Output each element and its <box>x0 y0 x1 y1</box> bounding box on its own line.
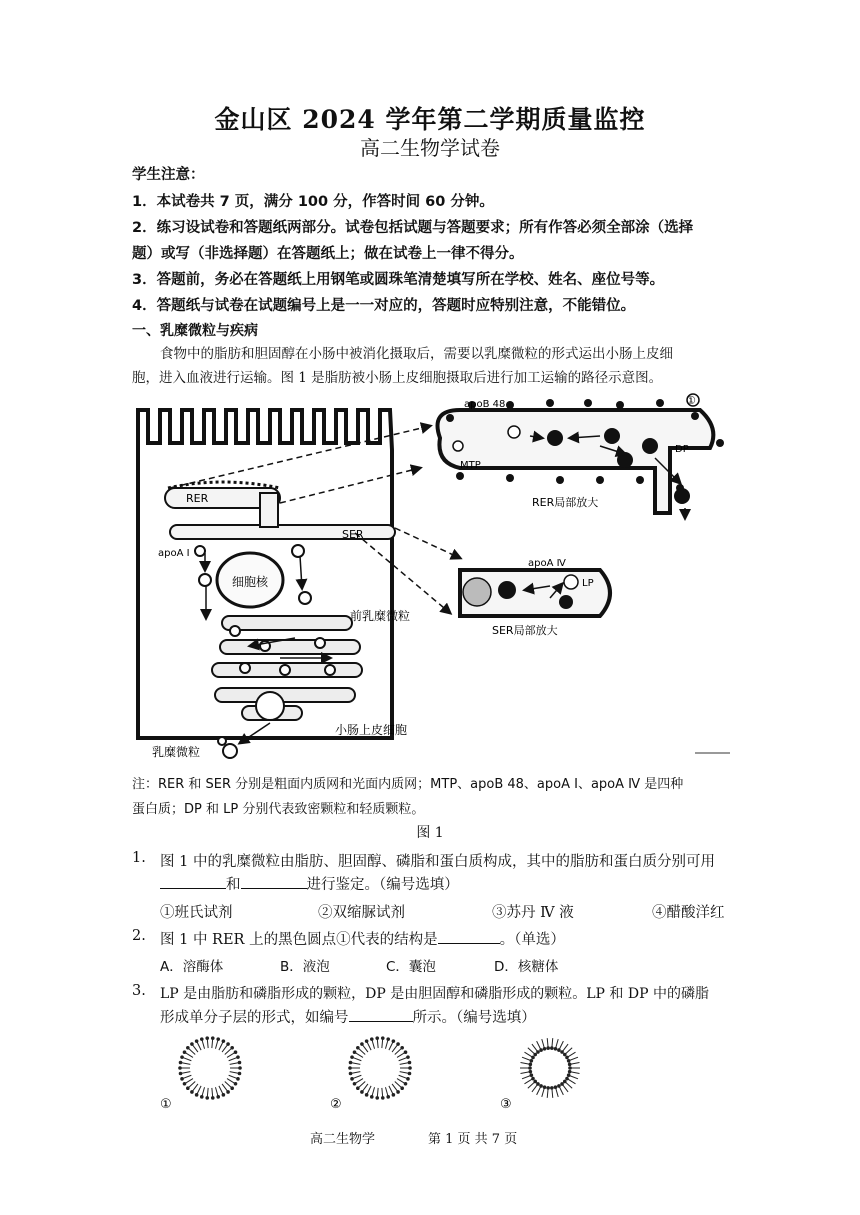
lipid-head <box>539 1048 543 1052</box>
q3-membrane-figures <box>150 1030 590 1115</box>
lipid-head <box>529 1070 533 1074</box>
lipid-head <box>222 1039 226 1043</box>
lipid-head <box>216 1037 220 1041</box>
lipid-head <box>543 1047 547 1051</box>
q3-number: 3. <box>132 983 146 999</box>
lipid-head <box>404 1082 408 1086</box>
lipid-head <box>567 1059 571 1063</box>
q3-text: LP 是由脂肪和磷脂形成的颗粒，DP 是由胆固醇和磷脂形成的颗粒。LP 和 DP 中的磷脂 <box>160 986 709 1002</box>
label-lp: LP <box>582 578 594 589</box>
q2-option-d: D．核糖体 <box>494 959 559 975</box>
lipid-head <box>238 1061 242 1065</box>
q2-number: 2. <box>132 928 146 944</box>
lipid-head <box>200 1037 204 1041</box>
lipid-head <box>356 1086 360 1090</box>
figure-note-line-2: 蛋白质；DP 和 LP 分别代表致密颗粒和轻质颗粒。 <box>132 802 425 817</box>
lipid-head <box>529 1063 533 1067</box>
q2-blank[interactable] <box>438 929 500 944</box>
lipid-head <box>211 1096 215 1100</box>
lipid-head <box>211 1036 215 1040</box>
lipid-head <box>568 1070 572 1074</box>
lipid-head <box>565 1077 569 1081</box>
figure-1-diagram <box>130 388 740 770</box>
lipid-head <box>406 1055 410 1059</box>
lipid-head <box>226 1042 230 1046</box>
q3-line-2 <box>160 1006 536 1027</box>
exam-subtitle: 高二生物学试卷 <box>360 136 500 160</box>
lipid-head <box>179 1061 183 1065</box>
lipid-head <box>360 1042 364 1046</box>
lipid-head <box>533 1080 537 1084</box>
lipid-head <box>230 1046 234 1050</box>
q2-text-end: 。（单选） <box>499 932 565 948</box>
lipid-head <box>234 1050 238 1054</box>
lipid-head <box>528 1066 532 1070</box>
lipid-head <box>560 1082 564 1086</box>
figure-caption: 图 1 <box>416 825 444 841</box>
lipid-head <box>236 1077 240 1081</box>
lipid-head <box>356 1046 360 1050</box>
label-cell: 小肠上皮细胞 <box>335 723 408 737</box>
footer-subject: 高二生物学 <box>310 1132 376 1147</box>
q3-line2-text: 形成单分子层的形式，如编号 <box>160 1010 349 1026</box>
label-rer-zoom: RER局部放大 <box>532 496 599 509</box>
q3-figure-label-2: ② <box>330 1097 342 1112</box>
lipid-head <box>554 1047 558 1051</box>
lipid-head <box>222 1093 226 1097</box>
notice-item-3: 3．答题前，务必在答题纸上用钢笔或圆珠笔清楚填写所在学校、姓名、座位号等。 <box>132 272 665 288</box>
label-chylomicron: 乳糜微粒 <box>152 745 201 759</box>
lipid-head <box>350 1077 354 1081</box>
lipid-head <box>349 1061 353 1065</box>
label-rer: RER <box>186 492 209 505</box>
lipid-head <box>183 1082 187 1086</box>
label-apoa1: apoA Ⅰ <box>158 548 190 559</box>
lipid-head <box>381 1096 385 1100</box>
label-mtp: MTP <box>460 460 481 471</box>
q2-line <box>160 928 565 949</box>
q3-line2-end: 所示。（编号选填） <box>412 1010 536 1026</box>
lipid-head <box>236 1055 240 1059</box>
lipid-head <box>190 1090 194 1094</box>
lipid-head <box>557 1048 561 1052</box>
q1-number: 1. <box>132 850 146 866</box>
lipid-head <box>560 1050 564 1054</box>
lipid-head <box>365 1039 369 1043</box>
lipid-head <box>190 1042 194 1046</box>
lipid-head <box>546 1086 550 1090</box>
lipid-head <box>238 1072 242 1076</box>
lipid-head <box>530 1073 534 1077</box>
label-nucleus: 细胞核 <box>232 575 269 589</box>
label-circle1: ① <box>686 394 696 407</box>
lipid-head <box>567 1073 571 1077</box>
lipid-head <box>392 1039 396 1043</box>
lipid-head <box>531 1077 535 1081</box>
q1-line2-end: 进行鉴定。（编号选填） <box>306 877 459 893</box>
lipid-head <box>568 1066 572 1070</box>
lipid-head <box>205 1096 209 1100</box>
notice-item-2: 2．练习设试卷和答题纸两部分。试卷包括试题与答题要求；所有作答必须全部涂（选择 <box>132 220 694 236</box>
intro-line-1: 食物中的脂肪和胆固醇在小肠中被消化摄取后，需要以乳糜微粒的形式运出小肠上皮细 <box>160 346 673 362</box>
footer-page: 第 1 页 共 7 页 <box>428 1132 518 1147</box>
lipid-head <box>392 1093 396 1097</box>
q3-figure-label-1: ① <box>160 1097 172 1112</box>
membrane-option-3 <box>520 1038 580 1098</box>
notice-item-1: 1．本试卷共 7 页，满分 100 分，作答时间 60 分钟。 <box>132 194 494 210</box>
lipid-head <box>536 1050 540 1054</box>
lipid-head <box>226 1090 230 1094</box>
lipid-head <box>396 1042 400 1046</box>
label-ser-zoom: SER局部放大 <box>492 624 558 637</box>
q2-option-a: A．溶酶体 <box>160 959 224 975</box>
q1-line-2 <box>160 873 459 894</box>
membrane-option-2 <box>348 1036 412 1099</box>
lipid-head <box>375 1036 379 1040</box>
label-apob48: apoB 48 <box>464 399 506 410</box>
figure-note-line-1: 注：RER 和 SER 分别是粗面内质网和光面内质网；MTP、apoB 48、apoA Ⅰ、apoA Ⅳ 是四种 <box>132 777 684 792</box>
lipid-head <box>565 1056 569 1060</box>
lipid-head <box>216 1095 220 1099</box>
lipid-head <box>234 1082 238 1086</box>
lipid-head <box>349 1072 353 1076</box>
lipid-head <box>400 1086 404 1090</box>
q1-option-4: ④醋酸洋红 <box>652 905 725 921</box>
lipid-head <box>360 1090 364 1094</box>
lipid-head <box>406 1077 410 1081</box>
lipid-head <box>350 1055 354 1059</box>
lipid-head <box>557 1084 561 1088</box>
lipid-head <box>533 1053 537 1057</box>
lipid-head <box>195 1093 199 1097</box>
lipid-head <box>563 1080 567 1084</box>
q3-figure-label-3: ③ <box>500 1097 512 1112</box>
q2-option-c: C．囊泡 <box>386 959 436 975</box>
label-apoa4: apoA Ⅳ <box>528 558 566 569</box>
lipid-head <box>230 1086 234 1090</box>
q1-mid: 和 <box>226 877 241 893</box>
membrane-option-1 <box>178 1036 242 1099</box>
lipid-head <box>183 1050 187 1054</box>
intro-line-2: 胞，进入血液进行运输。图 1 是脂肪被小肠上皮细胞摄取后进行加工运输的路径示意图。 <box>132 370 663 386</box>
lipid-head <box>554 1085 558 1089</box>
zoom-guide-lines <box>170 426 460 613</box>
lipid-head <box>375 1096 379 1100</box>
lipid-head <box>546 1046 550 1050</box>
lipid-head <box>353 1082 357 1086</box>
q1-option-1: ①班氏试剂 <box>160 905 233 921</box>
lipid-head <box>550 1046 554 1050</box>
q1-option-3: ③苏丹 Ⅳ 液 <box>492 905 574 921</box>
notice-item-4: 4．答题纸与试卷在试题编号上是一一对应的，答题时应特别注意，不能错位。 <box>132 298 636 314</box>
lipid-head <box>238 1066 242 1070</box>
notice-heading: 学生注意： <box>132 167 205 183</box>
lipid-head <box>531 1056 535 1060</box>
lipid-head <box>370 1095 374 1099</box>
q1-blank-1[interactable] <box>160 874 226 889</box>
lipid-head <box>539 1084 543 1088</box>
lipid-head <box>386 1095 390 1099</box>
lipid-head <box>386 1037 390 1041</box>
q2-text: 图 1 中 RER 上的黑色圆点①代表的结构是 <box>160 932 438 948</box>
q3-blank[interactable] <box>349 1007 413 1022</box>
lipid-head <box>408 1072 412 1076</box>
notice-item-2-cont: 题）或写（非选择题）在答题纸上；做在试卷上一律不得分。 <box>132 246 524 262</box>
lipid-head <box>200 1095 204 1099</box>
lipid-head <box>536 1082 540 1086</box>
lipid-head <box>408 1066 412 1070</box>
lipid-head <box>530 1059 534 1063</box>
q1-option-2: ②双缩脲试剂 <box>318 905 405 921</box>
ser-zoom-panel <box>460 570 610 616</box>
lipid-head <box>365 1093 369 1097</box>
lipid-head <box>195 1039 199 1043</box>
label-dp: DP <box>675 444 689 455</box>
label-ser: SER <box>342 528 364 541</box>
q1-text: 图 1 中的乳糜微粒由脂肪、胆固醇、磷脂和蛋白质构成，其中的脂肪和蛋白质分别可用 <box>160 854 715 870</box>
lipid-head <box>205 1036 209 1040</box>
lipid-head <box>180 1055 184 1059</box>
lipid-head <box>543 1085 547 1089</box>
lipid-head <box>179 1072 183 1076</box>
exam-title: 金山区 2024 学年第二学期质量监控 <box>214 105 646 134</box>
q1-blank-2[interactable] <box>241 874 307 889</box>
label-pre-chylomicron: 前乳糜微粒 <box>350 609 411 623</box>
lipid-head <box>353 1050 357 1054</box>
lipid-head <box>381 1036 385 1040</box>
lipid-head <box>348 1066 352 1070</box>
lipid-head <box>178 1066 182 1070</box>
lipid-head <box>568 1063 572 1067</box>
lipid-head <box>563 1053 567 1057</box>
lipid-head <box>408 1061 412 1065</box>
lipid-head <box>404 1050 408 1054</box>
lipid-head <box>180 1077 184 1081</box>
lipid-head <box>396 1090 400 1094</box>
q2-option-b: B．液泡 <box>280 959 330 975</box>
lipid-head <box>186 1086 190 1090</box>
lipid-head <box>400 1046 404 1050</box>
lipid-head <box>550 1086 554 1090</box>
section-heading: 一、乳糜微粒与疾病 <box>132 323 258 339</box>
lipid-head <box>186 1046 190 1050</box>
lipid-head <box>370 1037 374 1041</box>
